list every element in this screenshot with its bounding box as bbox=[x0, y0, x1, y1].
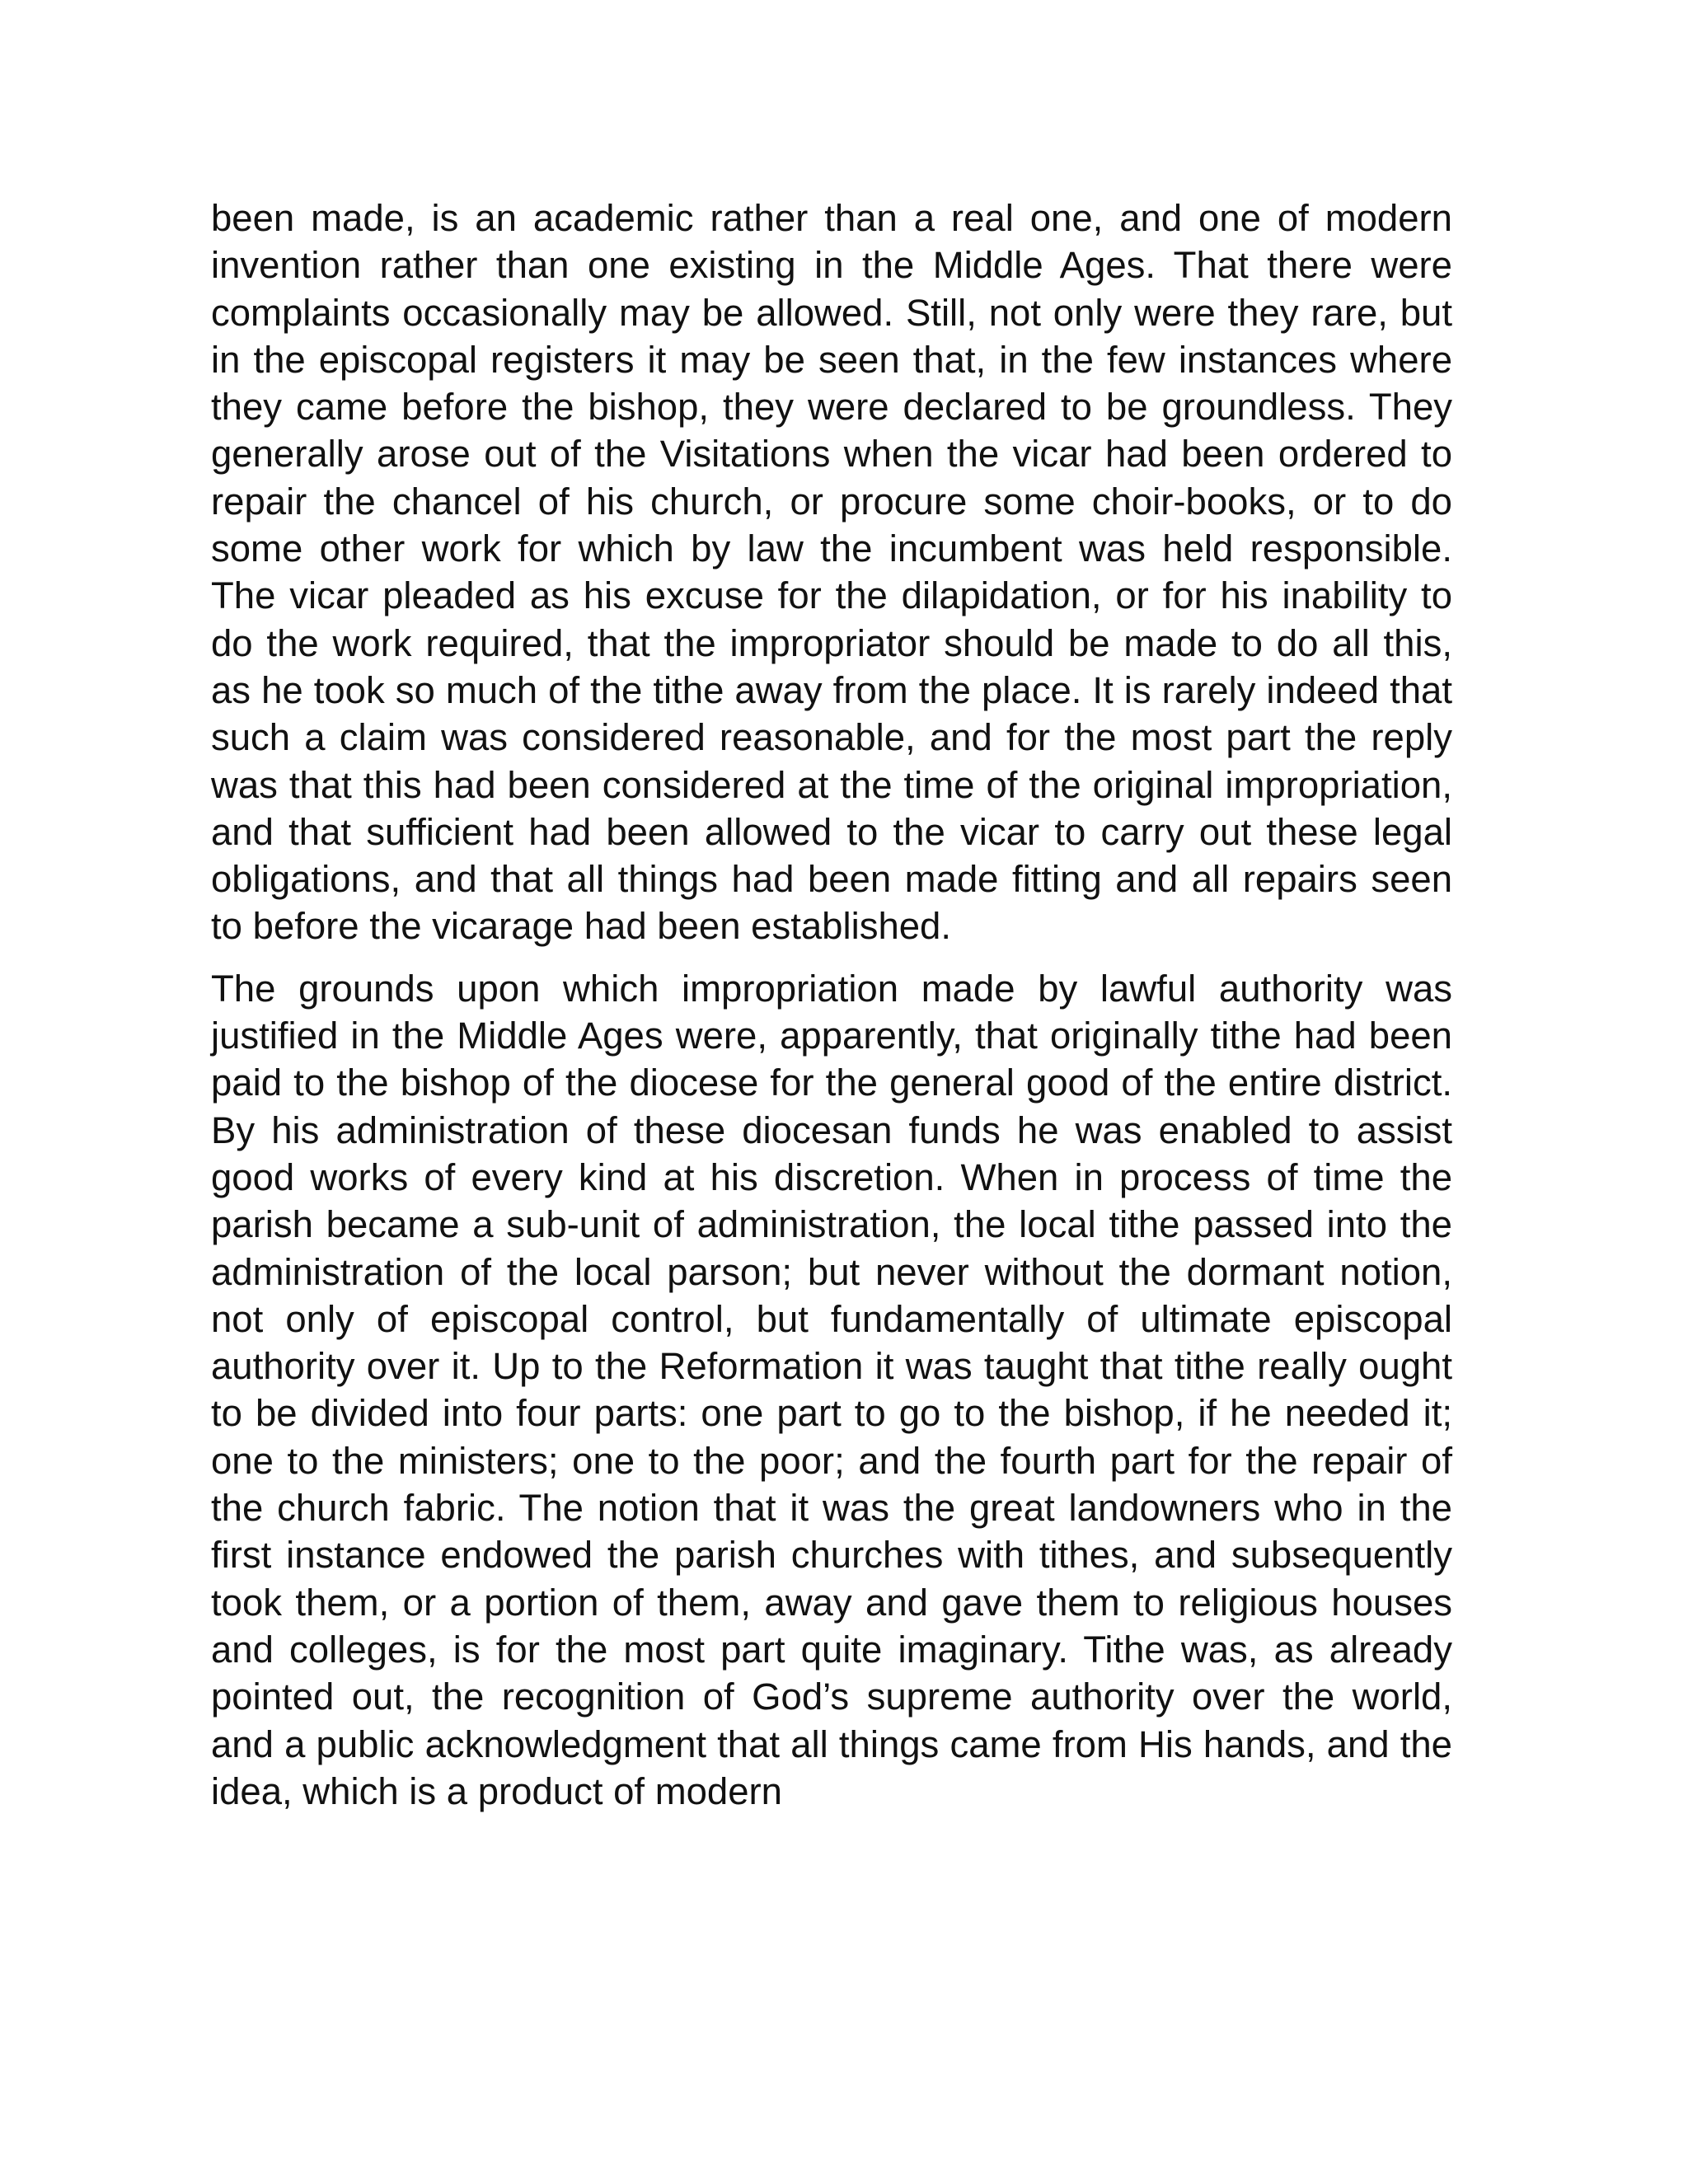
paragraph-1: been made, is an academic rather than a real one, and one of modern invention rather than one existing in the Middle Ages. That there were complaints occasionally may be allowed. Still, not only were they rare, but in the episcopal registers it may be seen that, in the few instances where they came before the bishop, they were declared to be groundless. They generally arose out of the Visitations when the vicar had been ordered to repair the chancel of his church, or procure some choir-books, or to do some other work for which by law the incumbent was held responsible. The vicar pleaded as his excuse for the dilapidation, or for his inability to do the work required, that the impropriator should be made to do all this, as he took so much of the tithe away from the place. It is rarely indeed that such a claim was considered reasonable, and for the most part the reply was that this had been considered at the time of the original impropriation, and that sufficient had been allowed to the vicar to carry out these legal obligations, and that all things had been made fitting and all repairs seen to before the vicarage had been established. bbox=[211, 197, 1452, 948]
paragraph-2: The grounds upon which impropriation made by lawful authority was justified in the Middle Ages were, apparently, that originally tithe had been paid to the bishop of the diocese for the general good of the entire district. By his administration of these diocesan funds he was enabled to assist good works of every kind at his discretion. When in process of time the parish became a sub-unit of administration, the local tithe passed into the administration of the local parson; but never without the dormant notion, not only of episcopal control, but fundamentally of ultimate episcopal authority over it. Up to the Reformation it was taught that tithe really ought to be divided into four parts: one part to go to the bishop, if he needed it; one to the ministers; one to the poor; and the fourth part for the repair of the church fabric. The notion that it was the great landowners who in the first instance endowed the parish churches with tithes, and subsequently took them, or a portion of them, away and gave them to religious houses and colleges, is for the most part quite imaginary. Tithe was, as already pointed out, the recognition of God’s supreme authority over the world, and a public acknowledgment that all things came from His hands, and the idea, which is a product of modern bbox=[211, 967, 1452, 1812]
document-page bbox=[211, 194, 1452, 1815]
